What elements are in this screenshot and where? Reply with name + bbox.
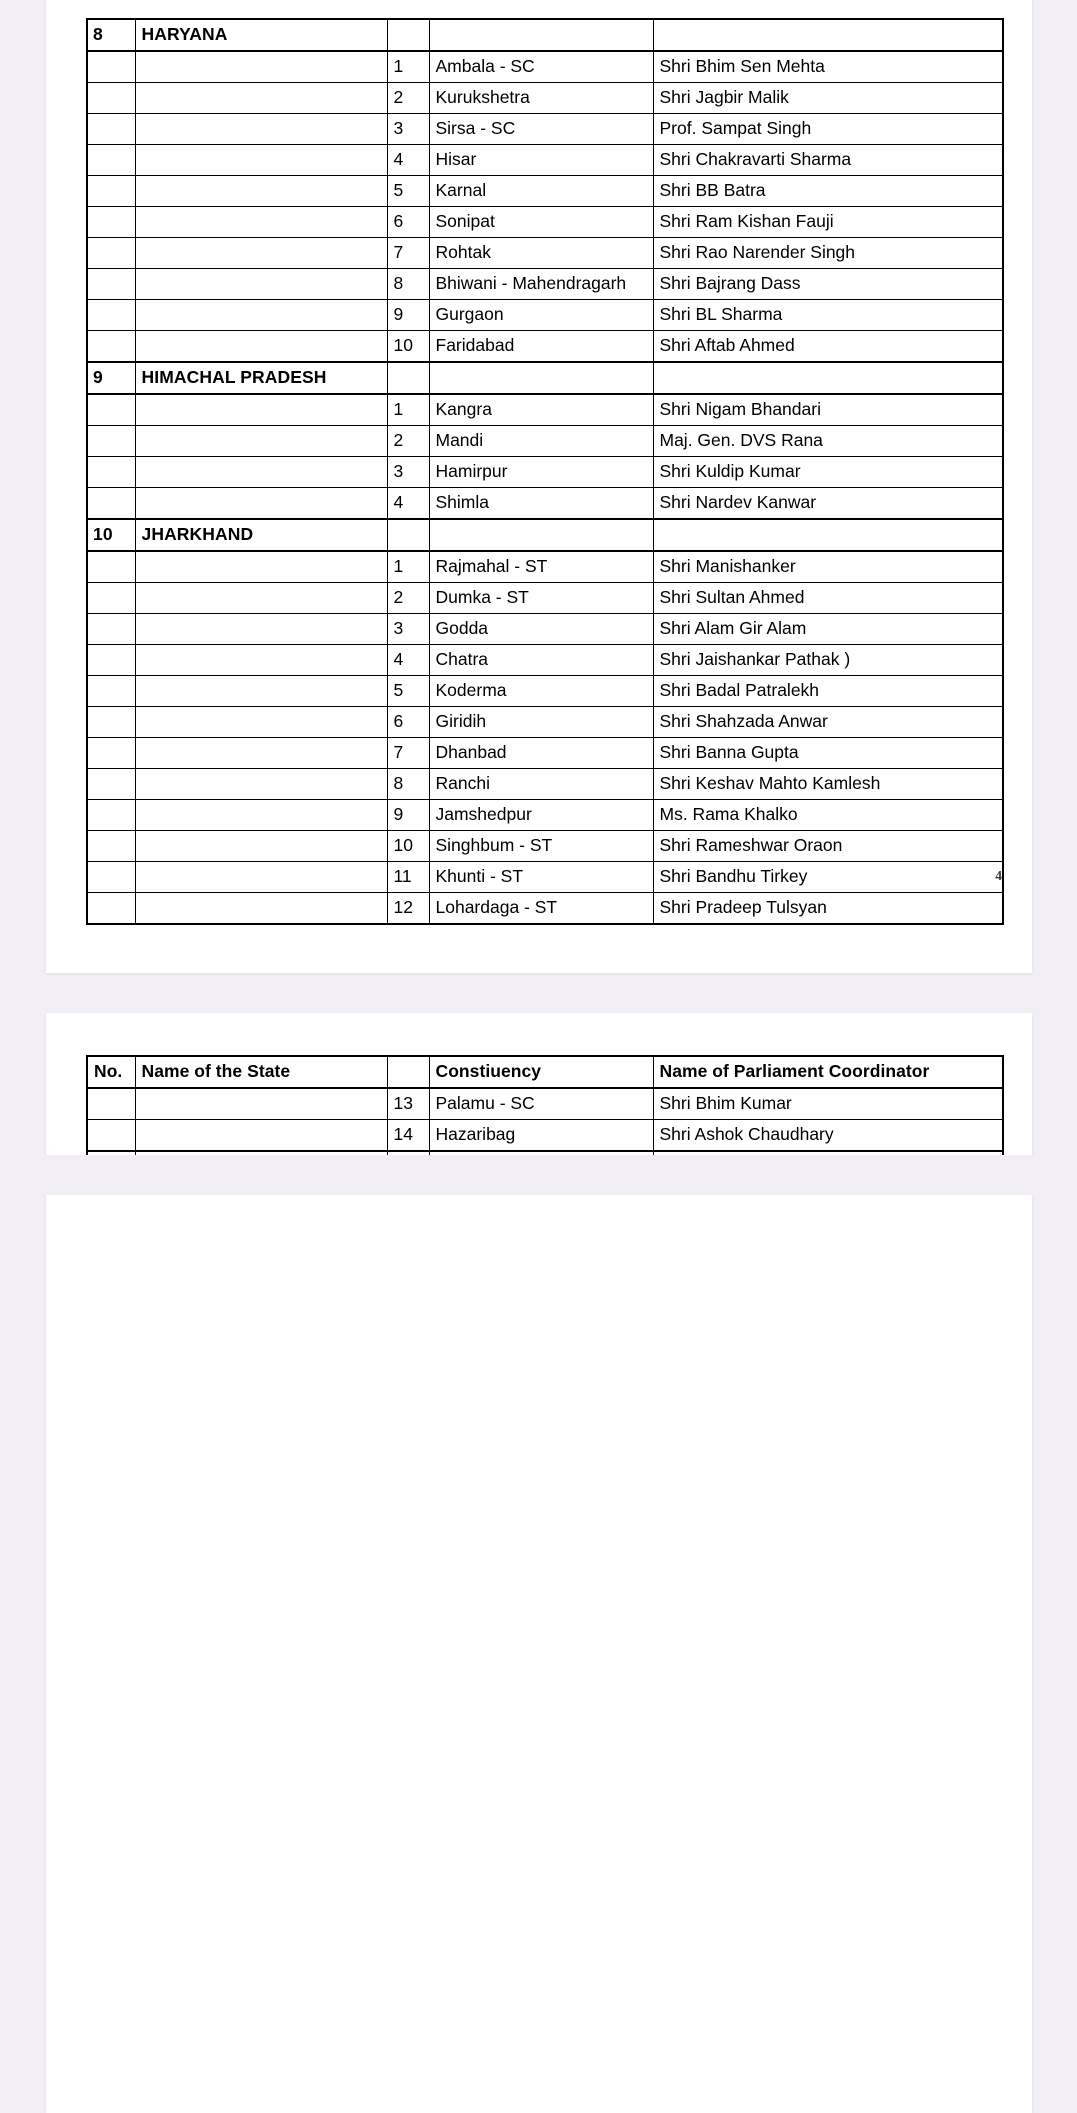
state-header-row xyxy=(87,519,1003,551)
state-number-cell: 8 xyxy=(87,19,135,51)
constituency-cell: Karnal xyxy=(429,176,653,207)
constituency-cell: Rajmahal - ST xyxy=(429,551,653,583)
state-number-cell xyxy=(87,738,135,769)
column-header-coordinator: Name of Parliament Coordinator xyxy=(653,1056,1003,1088)
state-number-cell xyxy=(87,645,135,676)
state-header-row xyxy=(87,19,1003,51)
state-number-cell xyxy=(87,394,135,426)
constituency-cell: Rohtak xyxy=(429,238,653,269)
coordinator-cell: Shri Ashok Chaudhary xyxy=(653,1120,1003,1152)
state-number-cell xyxy=(87,488,135,520)
serial-cell: 13 xyxy=(387,1088,429,1120)
constituency-cell: Hamirpur xyxy=(429,457,653,488)
constituency-cell xyxy=(429,19,653,51)
state-name-cell xyxy=(135,114,387,145)
serial-cell: 1 xyxy=(387,394,429,426)
constituency-cell: Gurgaon xyxy=(429,300,653,331)
constituency-cell: Mandi xyxy=(429,426,653,457)
serial-cell: 10 xyxy=(387,331,429,363)
state-name-cell xyxy=(135,862,387,893)
constituency-cell: Faridabad xyxy=(429,331,653,363)
table-row xyxy=(87,769,1003,800)
state-name-cell xyxy=(135,707,387,738)
state-name-cell xyxy=(135,676,387,707)
table-row xyxy=(87,645,1003,676)
state-name-cell xyxy=(135,1120,387,1152)
state-name-cell xyxy=(135,893,387,925)
state-name-cell xyxy=(135,614,387,645)
state-number-cell xyxy=(87,1120,135,1152)
table-row xyxy=(87,457,1003,488)
coordinator-cell: Shri Aftab Ahmed xyxy=(653,331,1003,363)
state-name-cell xyxy=(135,1088,387,1120)
serial-cell: 1 xyxy=(387,51,429,83)
state-name-cell xyxy=(135,331,387,363)
state-name-cell xyxy=(135,488,387,520)
table-row xyxy=(87,614,1003,645)
constituency-cell: Sirsa - SC xyxy=(429,114,653,145)
state-name-cell xyxy=(135,238,387,269)
constituency-cell: Sonipat xyxy=(429,207,653,238)
state-number-cell: 9 xyxy=(87,362,135,394)
coordinator-cell: Shri Bhim Kumar xyxy=(653,1088,1003,1120)
state-name-cell xyxy=(135,176,387,207)
state-number-cell xyxy=(87,114,135,145)
state-number-cell xyxy=(87,457,135,488)
state-number-cell xyxy=(87,300,135,331)
constituency-cell: Godda xyxy=(429,614,653,645)
serial-cell: 6 xyxy=(387,707,429,738)
column-header-serial xyxy=(387,1056,429,1088)
table-header-row xyxy=(87,1056,1003,1088)
coordinator-cell: Shri Jagbir Malik xyxy=(653,83,1003,114)
constituency-cell: Dhanbad xyxy=(429,738,653,769)
serial-cell: 4 xyxy=(387,488,429,520)
coordinator-cell: Shri Rameshwar Oraon xyxy=(653,831,1003,862)
constituency-cell: Koderma xyxy=(429,676,653,707)
serial-cell: 10 xyxy=(387,831,429,862)
serial-cell: 2 xyxy=(387,426,429,457)
state-name-cell xyxy=(135,551,387,583)
state-number-cell: 10 xyxy=(87,519,135,551)
state-number-cell xyxy=(87,614,135,645)
state-number-cell xyxy=(87,269,135,300)
table-row xyxy=(87,488,1003,520)
state-number-cell xyxy=(87,707,135,738)
constituency-cell: Hisar xyxy=(429,145,653,176)
state-number-cell xyxy=(87,893,135,925)
page-number-footer: 4 xyxy=(995,868,1002,883)
serial-cell: 4 xyxy=(387,145,429,176)
table-row xyxy=(87,394,1003,426)
constituency-cell xyxy=(429,362,653,394)
state-name-cell xyxy=(135,51,387,83)
coordinator-cell: Shri Alam Gir Alam xyxy=(653,614,1003,645)
state-header-row xyxy=(87,362,1003,394)
state-name-cell xyxy=(135,831,387,862)
table-row xyxy=(87,83,1003,114)
state-number-cell xyxy=(87,831,135,862)
column-header-no: No. xyxy=(87,1056,135,1088)
constituency-cell: Singhbum - ST xyxy=(429,831,653,862)
coordinator-cell: Shri Chakravarti Sharma xyxy=(653,145,1003,176)
serial-cell: 3 xyxy=(387,457,429,488)
table-row xyxy=(87,331,1003,363)
constituency-cell: Kurukshetra xyxy=(429,83,653,114)
coordinator-cell: Shri Shahzada Anwar xyxy=(653,707,1003,738)
state-name-cell: HIMACHAL PRADESH xyxy=(135,362,387,394)
document-page-1 xyxy=(46,0,1032,973)
table-row xyxy=(87,800,1003,831)
table-row xyxy=(87,207,1003,238)
constituency-cell: Khunti - ST xyxy=(429,862,653,893)
serial-cell: 9 xyxy=(387,800,429,831)
serial-cell: 5 xyxy=(387,176,429,207)
coordinators-table-page-1 xyxy=(86,18,1004,925)
serial-cell: 4 xyxy=(387,645,429,676)
coordinator-cell: Shri Rao Narender Singh xyxy=(653,238,1003,269)
coordinators-table-page-1-wrapper xyxy=(86,18,1002,925)
coordinator-cell xyxy=(653,362,1003,394)
coordinator-cell: Shri Ram Kishan Fauji xyxy=(653,207,1003,238)
coordinator-cell: Ms. Rama Khalko xyxy=(653,800,1003,831)
table-row xyxy=(87,269,1003,300)
state-name-cell xyxy=(135,645,387,676)
table-row xyxy=(87,426,1003,457)
table-row xyxy=(87,176,1003,207)
coordinator-cell: Shri Bandhu Tirkey xyxy=(653,862,1003,893)
constituency-cell: Bhiwani - Mahendragarh xyxy=(429,269,653,300)
state-name-cell xyxy=(135,800,387,831)
state-name-cell xyxy=(135,738,387,769)
serial-cell: 7 xyxy=(387,738,429,769)
coordinator-cell: Shri Nigam Bhandari xyxy=(653,394,1003,426)
table-row xyxy=(87,738,1003,769)
state-name-cell: HARYANA xyxy=(135,19,387,51)
table-row xyxy=(87,893,1003,925)
constituency-cell: Jamshedpur xyxy=(429,800,653,831)
serial-cell xyxy=(387,519,429,551)
serial-cell: 2 xyxy=(387,83,429,114)
state-name-cell xyxy=(135,207,387,238)
state-number-cell xyxy=(87,83,135,114)
serial-cell xyxy=(387,362,429,394)
serial-cell: 3 xyxy=(387,614,429,645)
table-row xyxy=(87,583,1003,614)
constituency-cell: Lohardaga - ST xyxy=(429,893,653,925)
coordinator-cell: Shri Badal Patralekh xyxy=(653,676,1003,707)
table-row xyxy=(87,114,1003,145)
serial-cell: 14 xyxy=(387,1120,429,1152)
state-number-cell xyxy=(87,145,135,176)
state-name-cell xyxy=(135,769,387,800)
table-row xyxy=(87,676,1003,707)
serial-cell: 3 xyxy=(387,114,429,145)
serial-cell: 8 xyxy=(387,269,429,300)
constituency-cell: Dumka - ST xyxy=(429,583,653,614)
state-number-cell xyxy=(87,800,135,831)
state-number-cell xyxy=(87,176,135,207)
table-row xyxy=(87,51,1003,83)
state-number-cell xyxy=(87,331,135,363)
coordinator-cell: Shri Bajrang Dass xyxy=(653,269,1003,300)
table-row xyxy=(87,1088,1003,1120)
table-row xyxy=(87,238,1003,269)
state-name-cell xyxy=(135,83,387,114)
coordinator-cell: Shri Kuldip Kumar xyxy=(653,457,1003,488)
serial-cell: 8 xyxy=(387,769,429,800)
serial-cell: 9 xyxy=(387,300,429,331)
table-row xyxy=(87,145,1003,176)
constituency-cell: Palamu - SC xyxy=(429,1088,653,1120)
state-name-cell xyxy=(135,300,387,331)
table-row xyxy=(87,831,1003,862)
coordinator-cell: Shri BB Batra xyxy=(653,176,1003,207)
state-name-cell xyxy=(135,426,387,457)
serial-cell: 7 xyxy=(387,238,429,269)
state-number-cell xyxy=(87,862,135,893)
constituency-cell: Ranchi xyxy=(429,769,653,800)
constituency-cell: Shimla xyxy=(429,488,653,520)
table-row xyxy=(87,300,1003,331)
state-number-cell xyxy=(87,551,135,583)
serial-cell: 1 xyxy=(387,551,429,583)
state-number-cell xyxy=(87,583,135,614)
serial-cell xyxy=(387,19,429,51)
coordinator-cell: Shri Pradeep Tulsyan xyxy=(653,893,1003,925)
coordinator-cell: Shri Bhim Sen Mehta xyxy=(653,51,1003,83)
state-number-cell xyxy=(87,769,135,800)
state-name-cell xyxy=(135,457,387,488)
state-number-cell xyxy=(87,51,135,83)
coordinator-cell: Shri Keshav Mahto Kamlesh xyxy=(653,769,1003,800)
coordinator-cell: Maj. Gen. DVS Rana xyxy=(653,426,1003,457)
constituency-cell xyxy=(429,519,653,551)
table-row xyxy=(87,862,1003,893)
state-name-cell xyxy=(135,583,387,614)
coordinator-cell: Shri Manishanker xyxy=(653,551,1003,583)
serial-cell: 5 xyxy=(387,676,429,707)
coordinator-cell: Shri Jaishankar Pathak ) xyxy=(653,645,1003,676)
constituency-cell: Chatra xyxy=(429,645,653,676)
constituency-cell: Hazaribag xyxy=(429,1120,653,1152)
serial-cell: 2 xyxy=(387,583,429,614)
state-name-cell xyxy=(135,394,387,426)
state-name-cell xyxy=(135,145,387,176)
coordinator-cell xyxy=(653,519,1003,551)
table-row xyxy=(87,1120,1003,1152)
serial-cell: 6 xyxy=(387,207,429,238)
viewport-bottom-mask xyxy=(0,1155,1077,1195)
constituency-cell: Kangra xyxy=(429,394,653,426)
column-header-constituency: Constiuency xyxy=(429,1056,653,1088)
coordinator-cell: Shri Nardev Kanwar xyxy=(653,488,1003,520)
state-number-cell xyxy=(87,207,135,238)
column-header-state: Name of the State xyxy=(135,1056,387,1088)
state-number-cell xyxy=(87,238,135,269)
table-row xyxy=(87,707,1003,738)
state-name-cell: JHARKHAND xyxy=(135,519,387,551)
coordinator-cell: Shri BL Sharma xyxy=(653,300,1003,331)
coordinator-cell: Prof. Sampat Singh xyxy=(653,114,1003,145)
state-number-cell xyxy=(87,676,135,707)
state-number-cell xyxy=(87,1088,135,1120)
serial-cell: 12 xyxy=(387,893,429,925)
state-name-cell xyxy=(135,269,387,300)
coordinator-cell: Shri Banna Gupta xyxy=(653,738,1003,769)
serial-cell: 11 xyxy=(387,862,429,893)
constituency-cell: Giridih xyxy=(429,707,653,738)
state-number-cell xyxy=(87,426,135,457)
coordinator-cell: Shri Sultan Ahmed xyxy=(653,583,1003,614)
coordinator-cell xyxy=(653,19,1003,51)
constituency-cell: Ambala - SC xyxy=(429,51,653,83)
table-row xyxy=(87,551,1003,583)
